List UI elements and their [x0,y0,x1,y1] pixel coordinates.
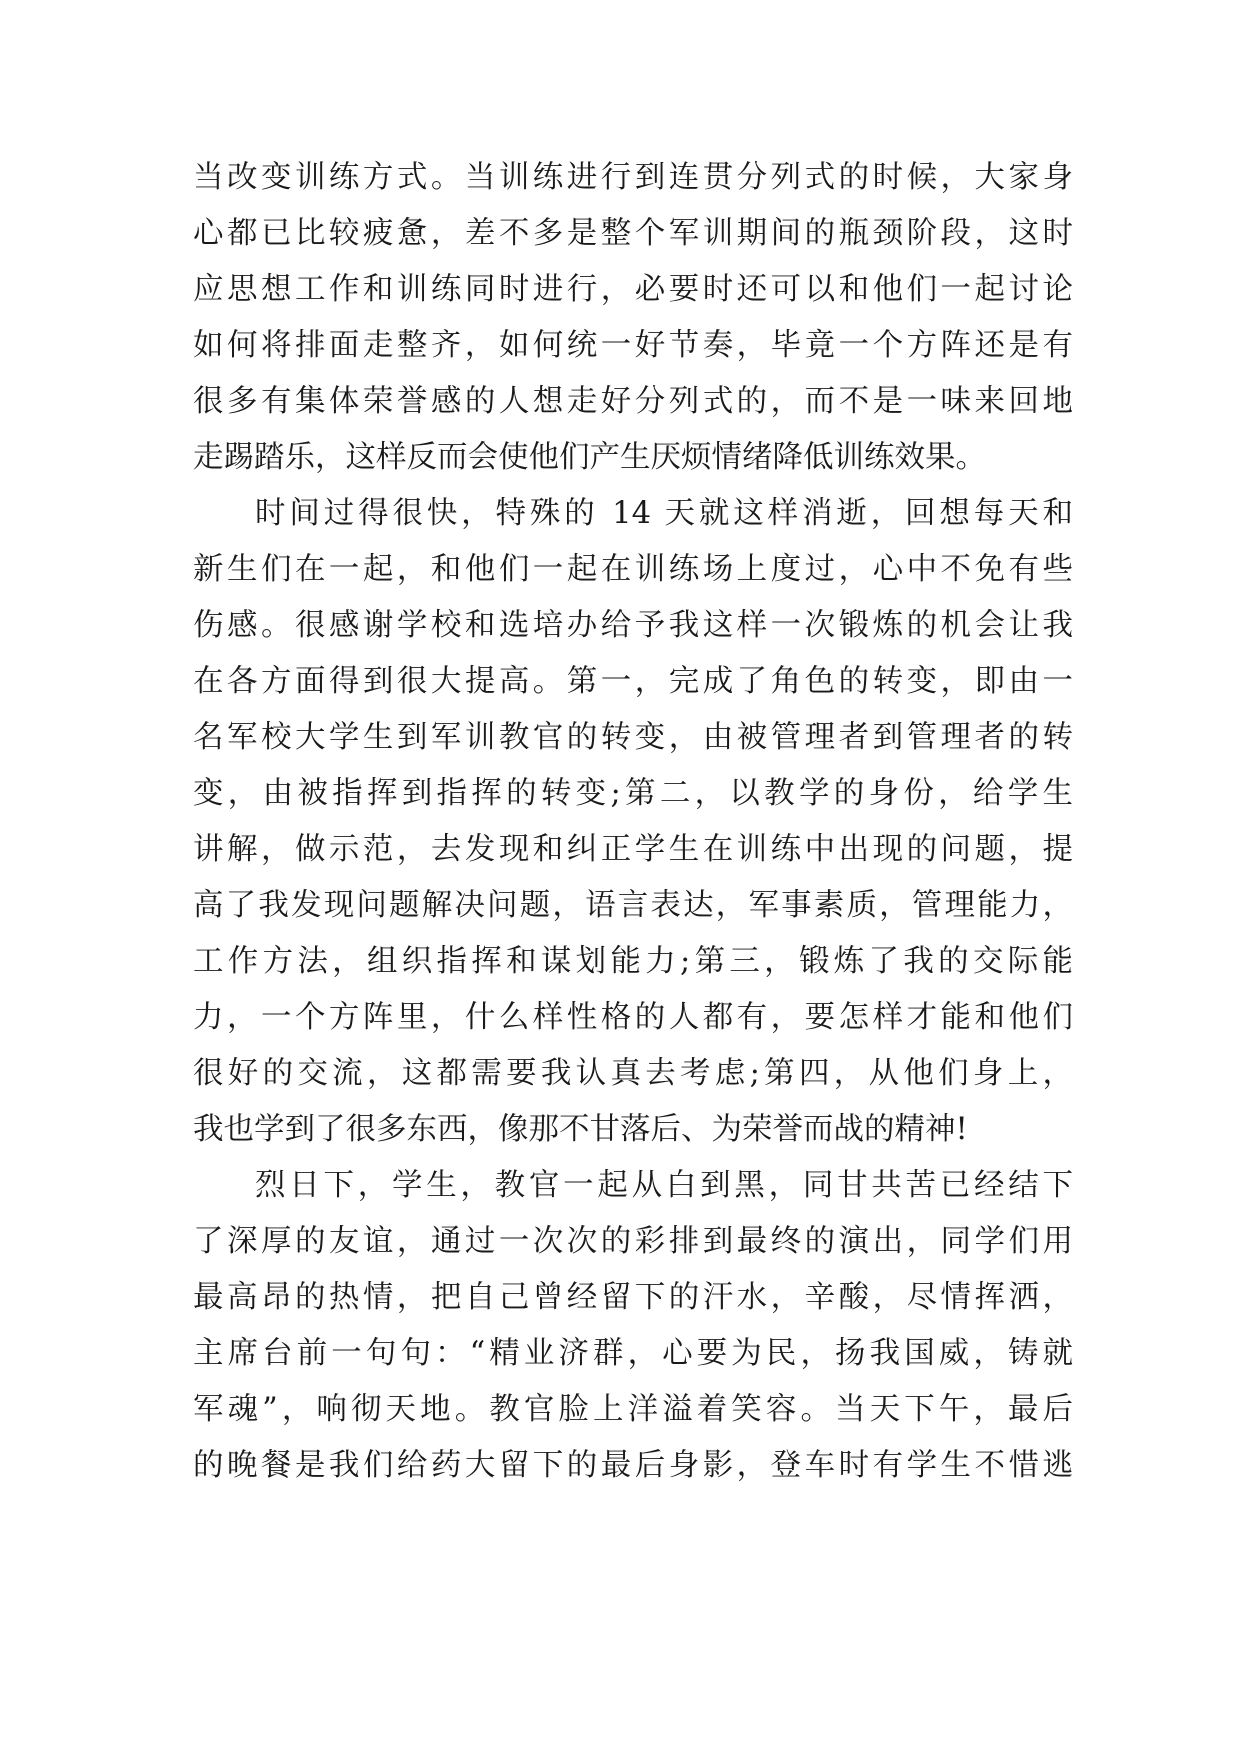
paragraph-first-line: 时间过得很快，特殊的 14 天就这样消逝，回想每天和 [255,496,1073,531]
text-line: 最高昂的热情，把自己曾经留下的汗水，辛酸，尽情挥洒， [193,1280,1073,1315]
text-line: 伤感。很感谢学校和选培办给予我这样一次锻炼的机会让我 [193,608,1073,643]
text-line: 我也学到了很多东西，像那不甘落后、为荣誉而战的精神! [193,1112,968,1147]
text-line: 走踢踏乐，这样反而会使他们产生厌烦情绪降低训练效果。 [193,440,986,475]
text-line: 新生们在一起，和他们一起在训练场上度过，心中不免有些 [193,552,1073,587]
text-line: 军魂”，响彻天地。教官脸上洋溢着笑容。当天下午，最后 [193,1392,1073,1427]
text-line: 当改变训练方式。当训练进行到连贯分列式的时候，大家身 [193,160,1073,195]
text-line: 高了我发现问题解决问题，语言表达，军事素质，管理能力， [193,888,1073,923]
text-line: 很好的交流，这都需要我认真去考虑;第四，从他们身上， [193,1056,1073,1091]
text-line: 如何将排面走整齐，如何统一好节奏，毕竟一个方阵还是有 [193,328,1073,363]
text-line: 了深厚的友谊，通过一次次的彩排到最终的演出，同学们用 [193,1224,1073,1259]
text-line: 心都已比较疲惫，差不多是整个军训期间的瓶颈阶段，这时 [193,216,1073,251]
text-line: 主席台前一句句：“精业济群，心要为民，扬我国威，铸就 [193,1336,1073,1371]
text-line: 很多有集体荣誉感的人想走好分列式的，而不是一味来回地 [193,384,1073,419]
text-line: 变，由被指挥到指挥的转变;第二，以教学的身份，给学生 [193,776,1073,811]
paragraph-first-line: 烈日下，学生，教官一起从白到黑，同甘共苦已经结下 [255,1168,1073,1203]
text-line: 名军校大学生到军训教官的转变，由被管理者到管理者的转 [193,720,1073,755]
text-line: 的晚餐是我们给药大留下的最后身影，登车时有学生不惜逃 [193,1448,1073,1483]
text-line: 力，一个方阵里，什么样性格的人都有，要怎样才能和他们 [193,1000,1073,1035]
text-line: 应思想工作和训练同时进行，必要时还可以和他们一起讨论 [193,272,1073,307]
text-line: 讲解，做示范，去发现和纠正学生在训练中出现的问题，提 [193,832,1073,867]
text-line: 工作方法，组织指挥和谋划能力;第三，锻炼了我的交际能 [193,944,1073,979]
text-line: 在各方面得到很大提高。第一，完成了角色的转变，即由一 [193,664,1073,699]
